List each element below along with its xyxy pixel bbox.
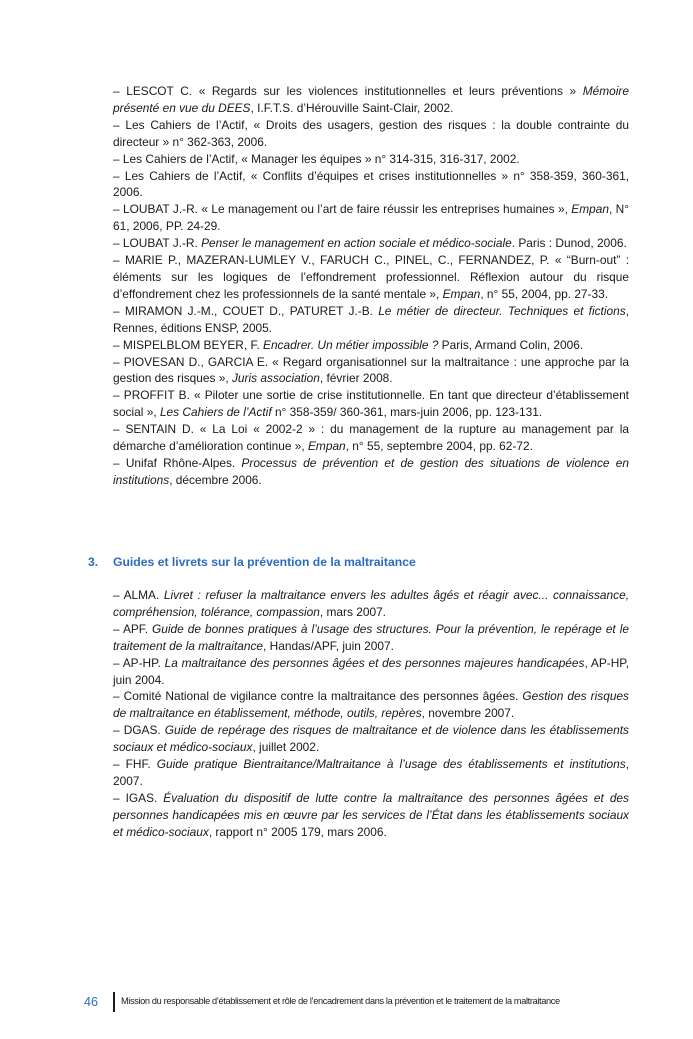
entry-text: – APF. xyxy=(113,621,153,636)
entry-italic-text: Guide de repérage des risques de maltraitance et de violence dans les établissements sociaux et médico-sociaux xyxy=(113,723,629,755)
page-number: 46 xyxy=(84,995,98,1009)
guide-entry xyxy=(113,688,629,722)
guide-entry xyxy=(113,621,629,655)
entry-text: – FHF. xyxy=(113,757,157,772)
entry-text: , juillet 2002. xyxy=(252,740,320,755)
entry-text: , 2007. xyxy=(113,757,629,788)
entry-italic-text: Encadrer. Un métier impossible ? xyxy=(263,337,439,352)
entry-text: n° 358-359/ 360-361, mars-juin 2006, pp. 123-131. xyxy=(271,405,543,420)
entry-text: – MIRAMON J.-M., COUET D., PATURET J.-B. xyxy=(113,303,379,318)
reference-entry xyxy=(113,83,629,117)
entry-text: – LESCOT C. « Regards sur les violences institutionnelles et leurs préventions » xyxy=(113,84,583,98)
entry-italic-text: Empan xyxy=(442,286,481,301)
entry-text: , rapport n° 2005 179, mars 2006. xyxy=(208,824,387,839)
entry-italic-text: Empan xyxy=(571,202,609,217)
entry-text: – AP-HP. xyxy=(113,655,165,670)
entry-text: – SENTAIN D. « La Loi « 2002-2 » : du management de la rupture au management par la démarche d’amélioration continue », xyxy=(113,422,629,454)
entry-text: – PROFFIT B. « Piloter une sortie de crise institutionnelle. En tant que directeur d’établissement social », xyxy=(113,388,629,420)
section-number: 3. xyxy=(88,555,99,569)
section-title: Guides et livrets sur la prévention de la maltraitance xyxy=(113,555,416,569)
entry-text: , février 2008. xyxy=(319,371,393,386)
entry-text: – LOUBAT J.-R. « Le management ou l’art de faire réussir les entreprises humaines », xyxy=(113,202,572,217)
entry-text: – ALMA. xyxy=(113,588,164,602)
reference-entry xyxy=(113,354,629,388)
guide-entry xyxy=(113,722,629,756)
entry-text: , Handas/APF, juin 2007. xyxy=(263,638,394,653)
entry-italic-text: La maltraitance des personnes âgées et des personnes majeures handicapées xyxy=(164,655,585,670)
entry-text: , AP-HP, juin 2004. xyxy=(113,655,630,687)
reference-entry xyxy=(113,421,629,455)
entry-text: , décembre 2006. xyxy=(169,472,262,487)
entry-italic-text: Penser le management en action sociale et médico-sociale xyxy=(201,236,512,251)
entry-italic-text: Évaluation du dispositif de lutte contre la maltraitance des personnes âgées et des personnes handicapées mis en œuvre par les services de l’État dans les établissements sociaux et médico-sociaux xyxy=(113,790,629,839)
entry-text: – PIOVESAN D., GARCIA E. « Regard organisationnel sur la maltraitance : une approche par la gestion des risques », xyxy=(113,354,629,386)
entry-text: , novembre 2007. xyxy=(421,706,515,721)
entry-text: , n° 55, septembre 2004, pp. 62-72. xyxy=(345,439,533,454)
entry-text: . Paris : Dunod, 2006. xyxy=(511,236,627,251)
guides-list xyxy=(113,587,629,841)
entry-italic-text: Gestion des risques de maltraitance en établissement, méthode, outils, repères xyxy=(113,689,629,721)
reference-entry xyxy=(113,303,629,337)
entry-text: – MISPELBLOM BEYER, F. xyxy=(113,337,264,352)
reference-entry xyxy=(113,235,629,252)
entry-text: – IGAS. xyxy=(113,790,164,805)
entry-text: Paris, Armand Colin, 2006. xyxy=(438,337,584,352)
entry-text: , Rennes, éditions ENSP, 2005. xyxy=(113,303,629,335)
page-footer xyxy=(84,995,644,1013)
guide-entry xyxy=(113,655,629,689)
guide-entry xyxy=(113,587,629,621)
entry-text: – Unifaf Rhône-Alpes. xyxy=(113,455,242,470)
entry-text: , N° 61, 2006, PP. 24-29. xyxy=(113,202,629,234)
reference-entry xyxy=(113,168,629,202)
entry-text: – DGAS. xyxy=(113,723,165,738)
reference-entry xyxy=(113,252,629,303)
entry-italic-text: Le métier de directeur. Techniques et fictions xyxy=(378,303,626,318)
reference-entry xyxy=(113,387,629,421)
footer-divider xyxy=(113,992,115,1012)
running-title: Mission du responsable d’établissement et rôle de l’encadrement dans la prévention et le traitement de la maltraitance xyxy=(121,996,560,1006)
reference-entry xyxy=(113,151,629,168)
entry-italic-text: Guide pratique Bientraitance/Maltraitance à l’usage des établissements et institutions xyxy=(156,757,626,772)
reference-entry xyxy=(113,201,629,235)
entry-italic-text: Empan xyxy=(308,439,346,454)
entry-text: – MARIE P., MAZERAN-LUMLEY V., FARUCH C., PINEL, C., FERNANDEZ, P. « “Burn-out” : éléments sur les logiques de l’effondrement professionnel. Réflexion autour du risque d’effondrement chez les professionnels de la santé mentale », xyxy=(113,253,629,301)
entry-text: – Les Cahiers de l’Actif, « Manager les équipes » n° 314-315, 316-317, 2002. xyxy=(113,151,520,166)
guide-entry xyxy=(113,756,629,790)
reference-entry xyxy=(113,117,629,151)
entry-italic-text: Processus de prévention et de gestion des situations de violence en institutions xyxy=(113,455,629,487)
entry-text: , mars 2007. xyxy=(319,604,386,619)
reference-list xyxy=(113,83,629,489)
entry-italic-text: Mémoire présenté en vue du DEES xyxy=(113,84,629,115)
entry-text: , n° 55, 2004, pp. 27-33. xyxy=(480,286,609,301)
entry-text: – Comité National de vigilance contre la maltraitance des personnes âgées. xyxy=(113,689,523,704)
reference-entry xyxy=(113,337,629,354)
guide-entry xyxy=(113,790,629,841)
reference-entry xyxy=(113,455,629,489)
entry-text: – LOUBAT J.-R. xyxy=(113,236,202,251)
entry-italic-text: Les Cahiers de l’Actif xyxy=(159,405,272,420)
entry-italic-text: Guide de bonnes pratiques à l’usage des structures. Pour la prévention, le repérage et le traitement de la maltraitance xyxy=(113,621,629,653)
entry-text: – Les Cahiers de l’Actif, « Conflits d’équipes et crises institutionnelles » n° 358-359, 360-361, 2006. xyxy=(113,168,629,200)
entry-text: , I.F.T.S. d’Hérouville Saint-Clair, 2002. xyxy=(250,100,454,115)
entry-text: – Les Cahiers de l’Actif, « Droits des usagers, gestion des risques : la double contrainte du directeur » n° 362-363, 2006. xyxy=(113,117,629,149)
section-heading xyxy=(88,555,648,569)
entry-italic-text: Juris association xyxy=(231,371,320,386)
entry-italic-text: Livret : refuser la maltraitance envers les adultes âgés et réagir avec... connaissance, compréhension, tolérance, compassion xyxy=(113,588,630,619)
